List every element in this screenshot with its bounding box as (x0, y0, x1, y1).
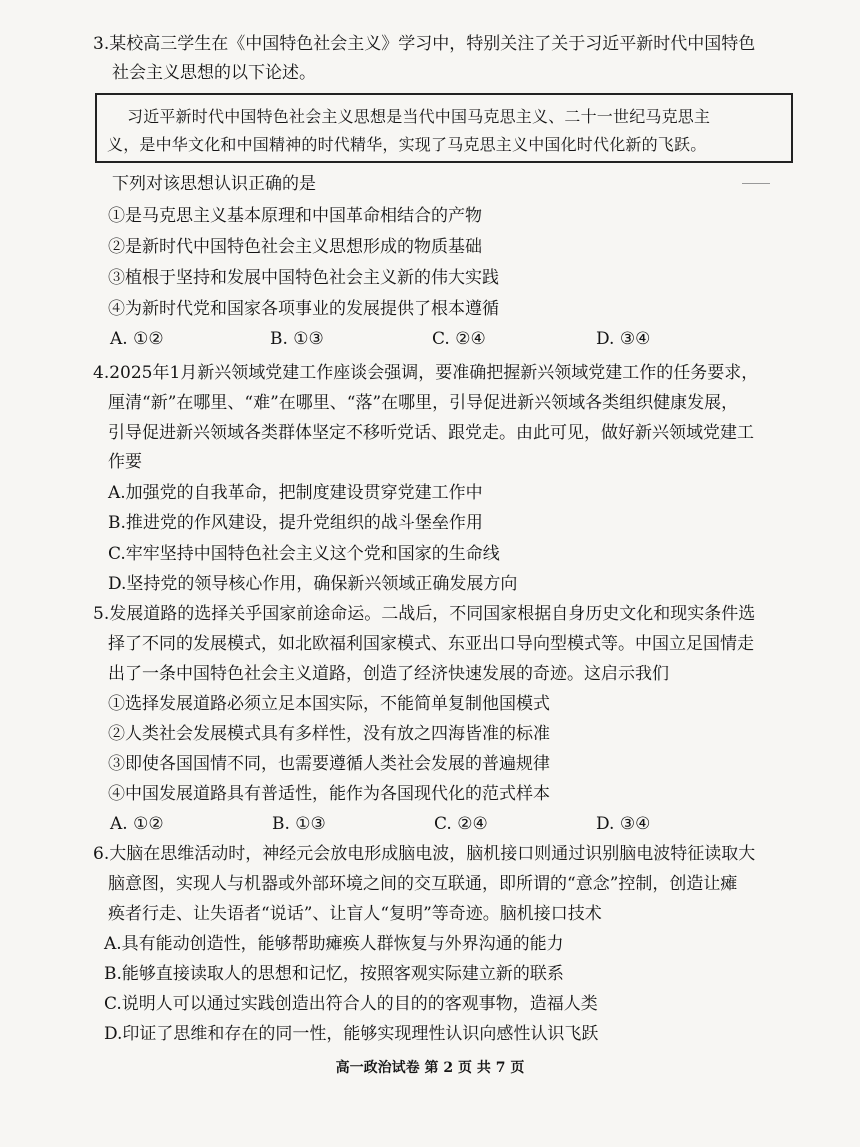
q4-stem-line-1: 4.2025年1月新兴领域党建工作座谈会强调，要准确把握新兴领域党建工作的任务要求， (93, 363, 759, 383)
q3-stem-line-2: 社会主义思想的以下论述。 (112, 63, 316, 83)
q6-option-a: A.具有能动创造性，能够帮助瘫痪人群恢复与外界沟通的能力 (104, 934, 564, 954)
q5-item-4: ④中国发展道路具有普适性，能作为各国现代化的范式样本 (108, 784, 550, 804)
q6-stem-line-1: 6.大脑在思维活动时，神经元会放电形成脑电波，脑机接口则通过识别脑电波特征读取大 (93, 844, 756, 864)
q5-stem-line-2: 择了不同的发展模式，如北欧福利国家模式、东亚出口导向型模式等。中国立足国情走 (108, 634, 754, 654)
q3-quote-box (95, 93, 793, 163)
q6-option-d: D.印证了思维和存在的同一性，能够实现理性认识向感性认识飞跃 (104, 1024, 599, 1044)
q4-option-a: A.加强党的自我革命，把制度建设贯穿党建工作中 (108, 483, 483, 503)
q4-option-b: B.推进党的作风建设，提升党组织的战斗堡垒作用 (108, 513, 483, 533)
q5-stem-line-3: 出了一条中国特色社会主义道路，创造了经济快速发展的奇迹。这启示我们 (108, 664, 669, 684)
scan-mark (742, 183, 770, 184)
q6-stem-line-3: 痪者行走、让失语者“说话”、让盲人“复明”等奇迹。脑机接口技术 (108, 904, 602, 924)
q3-option-d: D. ③④ (596, 329, 651, 349)
q4-option-d: D.坚持党的领导核心作用，确保新兴领域正确发展方向 (108, 574, 518, 594)
q3-item-3: ③植根于坚持和发展中国特色社会主义新的伟大实践 (108, 268, 499, 288)
q6-option-c: C.说明人可以通过实践创造出符合人的目的的客观事物，造福人类 (104, 994, 598, 1014)
q5-item-3: ③即使各国国情不同，也需要遵循人类社会发展的普遍规律 (108, 754, 550, 774)
q6-stem-line-2: 脑意图，实现人与机器或外部环境之间的交互联通，即所谓的“意念”控制，创造让瘫 (108, 874, 738, 894)
q3-question: 下列对该思想认识正确的是 (112, 174, 316, 194)
q4-stem-line-2: 厘清“新”在哪里、“难”在哪里、“落”在哪里，引导促进新兴领域各类组织健康发展， (108, 393, 739, 413)
q5-item-2: ②人类社会发展模式具有多样性，没有放之四海皆准的标准 (108, 724, 550, 744)
q3-item-4: ④为新时代党和国家各项事业的发展提供了根本遵循 (108, 299, 499, 319)
q3-option-c: C. ②④ (432, 329, 486, 349)
q5-option-c: C. ②④ (434, 814, 488, 834)
q5-item-1: ①选择发展道路必须立足本国实际，不能简单复制他国模式 (108, 694, 550, 714)
q5-option-d: D. ③④ (596, 814, 651, 834)
q3-item-2: ②是新时代中国特色社会主义思想形成的物质基础 (108, 237, 482, 257)
q5-option-b: B. ①③ (272, 814, 326, 834)
q5-option-a: A. ①② (110, 814, 164, 834)
q5-stem-line-1: 5.发展道路的选择关乎国家前途命运。二战后，不同国家根据自身历史文化和现实条件选 (93, 604, 756, 624)
q3-stem-line-1: 3.某校高三学生在《中国特色社会主义》学习中，特别关注了关于习近平新时代中国特色 (93, 34, 756, 54)
q6-option-b: B.能够直接读取人的思想和记忆，按照客观实际建立新的联系 (104, 964, 564, 984)
q4-option-c: C.牢牢坚持中国特色社会主义这个党和国家的生命线 (108, 544, 500, 564)
q4-stem-line-4: 作要 (108, 452, 142, 472)
q3-quote-line-1: 习近平新时代中国特色社会主义思想是当代中国马克思主义、二十一世纪马克思主 (127, 107, 711, 126)
page-footer: 高一政治试卷 第 2 页 共 7 页 (335, 1060, 525, 1076)
q3-item-1: ①是马克思主义基本原理和中国革命相结合的产物 (108, 206, 482, 226)
q3-option-a: A. ①② (110, 329, 164, 349)
q3-option-b: B. ①③ (270, 329, 324, 349)
q4-stem-line-3: 引导促进新兴领域各类群体坚定不移听党话、跟党走。由此可见，做好新兴领域党建工 (108, 423, 754, 443)
q3-quote-line-2: 义，是中华文化和中国精神的时代精华，实现了马克思主义中国化时代化新的飞跃。 (107, 135, 707, 154)
